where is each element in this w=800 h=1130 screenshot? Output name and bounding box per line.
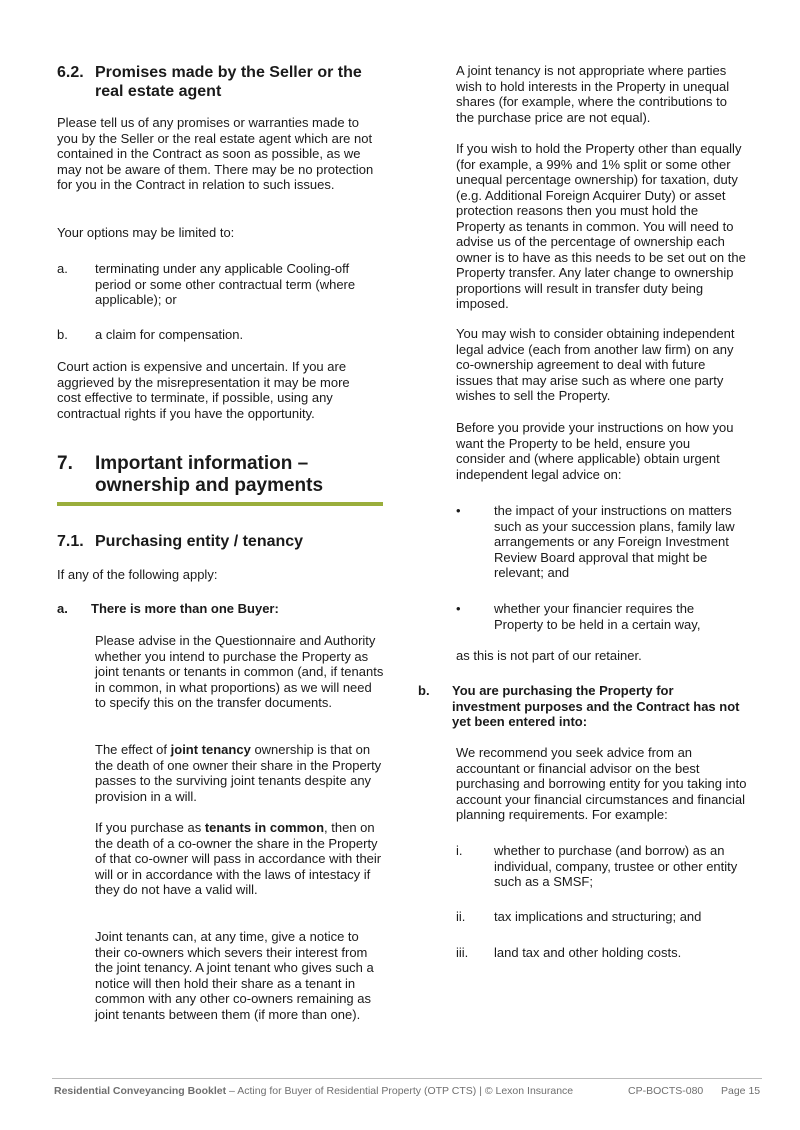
text-run: If you purchase as	[95, 820, 205, 835]
paragraph	[95, 742, 385, 804]
text-run-bold: joint tenancy	[170, 742, 251, 757]
bullet-icon: •	[456, 601, 461, 616]
bullet-icon: •	[456, 503, 461, 518]
list-item-text: a claim for compensation.	[95, 327, 244, 342]
paragraph: Joint tenants can, at any time, give a notice to their co-owners which severs their interest from the joint tenancy. A joint tenant who gives such a notice will then hold their share as a tenant in common with any other co-owners remaining as joint tenants between them (if more than one).	[95, 929, 374, 1022]
sub-heading-title: There is more than one Buyer:	[91, 601, 279, 616]
paragraph	[95, 820, 385, 898]
heading-title: Important information – ownership and payments	[95, 453, 324, 496]
heading-title: Purchasing entity / tenancy	[95, 533, 304, 550]
sub-heading-title: You are purchasing the Property for investment purposes and the Contract has not yet been entered into:	[452, 683, 740, 729]
text-run-bold: tenants in common	[204, 820, 325, 835]
footer-title	[54, 1085, 614, 1098]
footer-title-bold: Residential Conveyancing Booklet	[54, 1085, 227, 1097]
heading-number: 7.1.	[57, 533, 84, 550]
text-run: The effect of	[95, 742, 171, 757]
paragraph: Please tell us of any promises or warranties made to you by the Seller or the real estate agent which are not contained in the Contract as soon as possible, as we may not be aware of them. There may be no protection for you in the Contract in relation to such issues.	[57, 115, 374, 192]
list-item-text: land tax and other holding costs.	[494, 945, 682, 960]
sub-heading-label: b.	[418, 683, 430, 698]
list-item-text: tax implications and structuring; and	[494, 909, 702, 924]
list-item-label: i.	[456, 843, 463, 858]
paragraph: Before you provide your instructions on how you want the Property to be held, ensure you consider and (where applicable) obtain urgent independent legal advice on:	[456, 420, 734, 482]
heading-number: 6.2.	[57, 64, 84, 81]
bullet-text: the impact of your instructions on matters such as your succession plans, family law arrangements or any Foreign Investment Review Board approval that might be relevant; and	[494, 503, 735, 580]
heading-title: Promises made by the Seller or the real estate agent	[95, 64, 362, 100]
sub-heading-label: a.	[57, 601, 68, 616]
paragraph: You may wish to consider obtaining independent legal advice (each from another law firm) on any co-ownership agreement to deal with future issues that may arise such as where one party wishes to sell the Property.	[456, 326, 735, 403]
paragraph: Please advise in the Questionnaire and Authority whether you intend to purchase the Property as joint tenants or tenants in common (and, if tenants in common, in what proportions) as we will need to specify this on the transfer documents.	[95, 633, 384, 710]
heading-6-2	[57, 63, 387, 103]
footer-divider	[52, 1078, 762, 1079]
paragraph: A joint tenancy is not appropriate where parties wish to hold interests in the Property in unequal shares (for example, where the contributions to the purchase price are not equal).	[456, 63, 730, 125]
paragraph: If you wish to hold the Property other than equally (for example, a 99% and 1% split or some other unequal percentage ownership) for taxation, duty (e.g. Additional Foreign Acquirer Duty) or asset protection reasons then you must hold the Property as tenants in common. You will need to advise us of the percentage of ownership each owner is to have as this needs to be set out on the Property transfer. Any later change to ownership proportions will result in transfer duty being imposed.	[456, 141, 746, 311]
page-number: Page 15	[721, 1085, 761, 1097]
heading-7	[57, 453, 387, 499]
heading-7-1	[57, 532, 387, 552]
text-run: ownership is that on the death of one owner their share in the Property passes to the surviving joint tenants despite any provision in a will.	[95, 742, 382, 804]
paragraph: Your options may be limited to:	[57, 225, 235, 240]
paragraph: as this is not part of our retainer.	[456, 648, 642, 663]
list-item-label: b.	[57, 327, 68, 342]
section-divider	[57, 502, 383, 506]
list-item-text: terminating under any applicable Cooling-off period or some other contractual term (where applicable); or	[95, 261, 356, 307]
footer-code: CP-BOCTS-080	[628, 1085, 704, 1097]
list-item-label: iii.	[456, 945, 469, 960]
list-item-text: whether to purchase (and borrow) as an individual, company, trustee or other entity such as a SMSF;	[494, 843, 738, 889]
paragraph: We recommend you seek advice from an accountant or financial advisor on the best purchasing and borrowing entity for you taking into account your financial circumstances and financial planning requirements. For example:	[456, 745, 747, 822]
list-item-label: a.	[57, 261, 68, 276]
text-run: , then on the death of a co-owner the share in the Property of that co-owner will pass in accordance with their will or in accordance with the laws of intestacy if they do not have a valid will.	[95, 820, 382, 897]
heading-number: 7.	[57, 453, 73, 474]
footer-title-rest: – Acting for Buyer of Residential Property (OTP CTS) | © Lexon Insurance	[226, 1085, 574, 1097]
paragraph: If any of the following apply:	[57, 567, 218, 582]
bullet-text: whether your financier requires the Property to be held in a certain way,	[494, 601, 701, 632]
list-item-label: ii.	[456, 909, 466, 924]
paragraph: Court action is expensive and uncertain. If you are aggrieved by the misrepresentation it may be more cost effective to terminate, if possible, using any contractual rights if you have the opportunity.	[57, 359, 350, 421]
